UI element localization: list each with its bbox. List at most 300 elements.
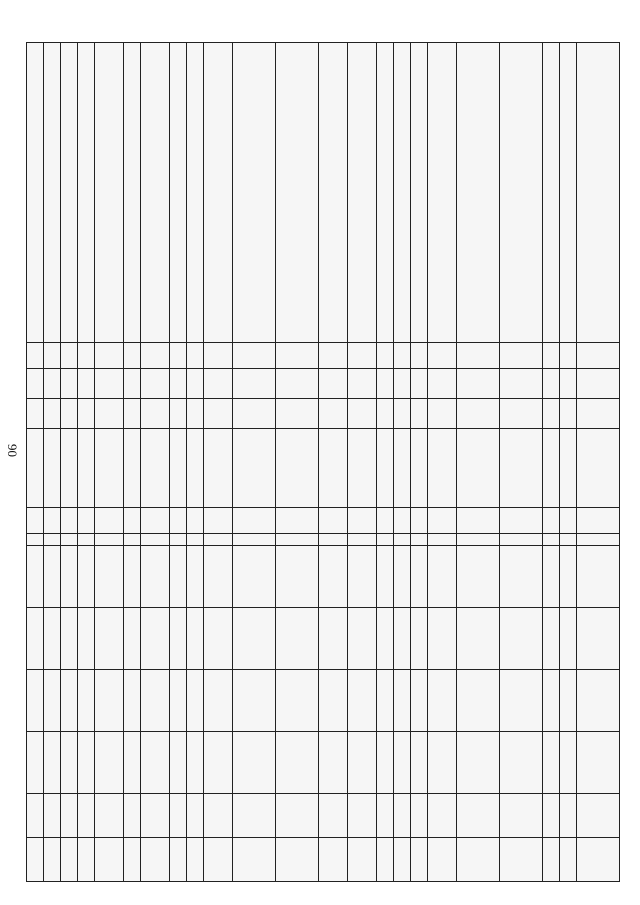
- amount-4-cell: [276, 731, 319, 793]
- amount-1-cell: [95, 545, 124, 607]
- amount-6-cell: [170, 837, 187, 881]
- subsection-code-cell: [141, 399, 170, 429]
- section-code-cell: [411, 369, 428, 399]
- target-article-code-cell: [560, 429, 577, 507]
- line-item-name-cell: [233, 43, 276, 343]
- amount-2-cell: [44, 607, 61, 669]
- expense-type-code-cell: [411, 507, 428, 533]
- amount-2-cell: [170, 607, 187, 669]
- amount-5-cell: [44, 793, 61, 837]
- line-item-name-cell: [560, 43, 577, 343]
- amount-5-cell: [124, 793, 141, 837]
- line-item-name-cell: [428, 43, 457, 343]
- expense-type-code-cell: [394, 507, 411, 533]
- amount-4-cell: [124, 731, 141, 793]
- expense-type-code-cell: [233, 507, 276, 533]
- amount-5-cell: [457, 793, 500, 837]
- amount-2-cell: [348, 607, 377, 669]
- marker-cell: [319, 533, 348, 545]
- expense-type-code-cell: [319, 507, 348, 533]
- amount-6-cell: [61, 837, 78, 881]
- marker-cell: [577, 533, 620, 545]
- table-row: [233, 43, 276, 882]
- amount-5-cell: [27, 793, 44, 837]
- line-item-name-cell: [204, 43, 233, 343]
- expense-type-code-cell: [187, 507, 204, 533]
- amount-4-cell: [348, 731, 377, 793]
- subsection-code-cell: [187, 399, 204, 429]
- amount-1-cell: [560, 545, 577, 607]
- amount-6-cell: [394, 837, 411, 881]
- section-code-cell: [27, 369, 44, 399]
- amount-4-cell: [428, 731, 457, 793]
- ministry-code-cell: [276, 343, 319, 369]
- amount-3-cell: [276, 669, 319, 731]
- expense-type-code-cell: [124, 507, 141, 533]
- amount-6-cell: [276, 837, 319, 881]
- section-code-cell: [78, 369, 95, 399]
- target-article-code-cell: [141, 429, 170, 507]
- subsection-code-cell: [348, 399, 377, 429]
- amount-4-cell: [44, 731, 61, 793]
- line-item-name-cell: [411, 43, 428, 343]
- section-code-cell: [276, 369, 319, 399]
- amount-4-cell: [560, 731, 577, 793]
- expense-type-code-cell: [61, 507, 78, 533]
- amount-1-cell: [170, 545, 187, 607]
- amount-2-cell: [428, 607, 457, 669]
- amount-2-cell: [141, 607, 170, 669]
- rotated-table-container: [40, 42, 620, 882]
- table-row: [457, 43, 500, 882]
- amount-5-cell: [204, 793, 233, 837]
- marker-cell: [124, 533, 141, 545]
- amount-6-cell: [348, 837, 377, 881]
- section-code-cell: [457, 369, 500, 399]
- amount-4-cell: [187, 731, 204, 793]
- amount-1-cell: [577, 545, 620, 607]
- subsection-code-cell: [95, 399, 124, 429]
- line-item-name-cell: [577, 43, 620, 343]
- subsection-code-cell: [78, 399, 95, 429]
- amount-2-cell: [78, 607, 95, 669]
- subsection-code-cell: [377, 399, 394, 429]
- amount-1-cell: [204, 545, 233, 607]
- amount-3-cell: [500, 669, 543, 731]
- amount-6-cell: [500, 837, 543, 881]
- ministry-code-cell: [543, 343, 560, 369]
- page-number: 90: [5, 444, 20, 457]
- target-article-code-cell: [543, 429, 560, 507]
- subsection-code-cell: [124, 399, 141, 429]
- ministry-code-cell: [170, 343, 187, 369]
- amount-2-cell: [457, 607, 500, 669]
- amount-1-cell: [377, 545, 394, 607]
- amount-3-cell: [377, 669, 394, 731]
- amount-2-cell: [500, 607, 543, 669]
- amount-6-cell: [543, 837, 560, 881]
- subsection-code-cell: [233, 399, 276, 429]
- section-code-cell: [124, 369, 141, 399]
- amount-4-cell: [204, 731, 233, 793]
- section-code-cell: [394, 369, 411, 399]
- marker-cell: [78, 533, 95, 545]
- marker-cell: [276, 533, 319, 545]
- subsection-code-cell: [61, 399, 78, 429]
- amount-3-cell: [95, 669, 124, 731]
- target-article-code-cell: [61, 429, 78, 507]
- table-row: [394, 43, 411, 882]
- amount-1-cell: [428, 545, 457, 607]
- line-item-name-cell: [319, 43, 348, 343]
- amount-2-cell: [95, 607, 124, 669]
- amount-2-cell: [276, 607, 319, 669]
- target-article-code-cell: [348, 429, 377, 507]
- subsection-code-cell: [44, 399, 61, 429]
- expense-type-code-cell: [377, 507, 394, 533]
- amount-4-cell: [27, 731, 44, 793]
- table-row: [577, 43, 620, 882]
- line-item-name-cell: [457, 43, 500, 343]
- amount-5-cell: [560, 793, 577, 837]
- target-article-code-cell: [411, 429, 428, 507]
- amount-4-cell: [411, 731, 428, 793]
- amount-1-cell: [394, 545, 411, 607]
- amount-5-cell: [170, 793, 187, 837]
- amount-6-cell: [428, 837, 457, 881]
- amount-4-cell: [577, 731, 620, 793]
- marker-cell: [394, 533, 411, 545]
- expense-type-code-cell: [95, 507, 124, 533]
- subsection-code-cell: [457, 399, 500, 429]
- line-item-name-cell: [543, 43, 560, 343]
- amount-1-cell: [457, 545, 500, 607]
- ministry-code-cell: [577, 343, 620, 369]
- section-code-cell: [233, 369, 276, 399]
- expense-type-code-cell: [78, 507, 95, 533]
- marker-cell: [233, 533, 276, 545]
- expense-type-code-cell: [44, 507, 61, 533]
- amount-4-cell: [457, 731, 500, 793]
- target-article-code-cell: [319, 429, 348, 507]
- subsection-code-cell: [394, 399, 411, 429]
- amount-3-cell: [233, 669, 276, 731]
- amount-2-cell: [187, 607, 204, 669]
- amount-4-cell: [377, 731, 394, 793]
- amount-2-cell: [394, 607, 411, 669]
- line-item-name-cell: [44, 43, 61, 343]
- marker-cell: [170, 533, 187, 545]
- ministry-code-cell: [348, 343, 377, 369]
- expense-type-code-cell: [457, 507, 500, 533]
- subsection-code-cell: [27, 399, 44, 429]
- amount-6-cell: [560, 837, 577, 881]
- table-body: [27, 43, 620, 882]
- amount-6-cell: [141, 837, 170, 881]
- amount-5-cell: [78, 793, 95, 837]
- line-item-name-cell: [95, 43, 124, 343]
- target-article-code-cell: [27, 429, 44, 507]
- target-article-code-cell: [187, 429, 204, 507]
- amount-3-cell: [319, 669, 348, 731]
- amount-5-cell: [577, 793, 620, 837]
- amount-1-cell: [44, 545, 61, 607]
- section-code-cell: [61, 369, 78, 399]
- amount-3-cell: [394, 669, 411, 731]
- amount-3-cell: [170, 669, 187, 731]
- line-item-name-cell: [78, 43, 95, 343]
- amount-2-cell: [377, 607, 394, 669]
- amount-3-cell: [44, 669, 61, 731]
- amount-1-cell: [233, 545, 276, 607]
- amount-2-cell: [27, 607, 44, 669]
- amount-2-cell: [124, 607, 141, 669]
- amount-5-cell: [543, 793, 560, 837]
- amount-6-cell: [457, 837, 500, 881]
- line-item-name-cell: [61, 43, 78, 343]
- amount-3-cell: [428, 669, 457, 731]
- line-item-name-cell: [141, 43, 170, 343]
- table-row: [411, 43, 428, 882]
- target-article-code-cell: [204, 429, 233, 507]
- amount-5-cell: [394, 793, 411, 837]
- amount-1-cell: [543, 545, 560, 607]
- marker-cell: [187, 533, 204, 545]
- amount-2-cell: [204, 607, 233, 669]
- amount-5-cell: [276, 793, 319, 837]
- section-code-cell: [95, 369, 124, 399]
- table-row: [95, 43, 124, 882]
- amount-5-cell: [500, 793, 543, 837]
- section-code-cell: [348, 369, 377, 399]
- amount-6-cell: [233, 837, 276, 881]
- marker-cell: [61, 533, 78, 545]
- table-row: [500, 43, 543, 882]
- expense-type-code-cell: [560, 507, 577, 533]
- amount-5-cell: [411, 793, 428, 837]
- amount-1-cell: [319, 545, 348, 607]
- ministry-code-cell: [428, 343, 457, 369]
- marker-cell: [27, 533, 44, 545]
- amount-3-cell: [543, 669, 560, 731]
- amount-5-cell: [348, 793, 377, 837]
- section-code-cell: [377, 369, 394, 399]
- amount-3-cell: [78, 669, 95, 731]
- section-code-cell: [44, 369, 61, 399]
- target-article-code-cell: [428, 429, 457, 507]
- subsection-code-cell: [204, 399, 233, 429]
- table-row: [319, 43, 348, 882]
- target-article-code-cell: [500, 429, 543, 507]
- section-code-cell: [204, 369, 233, 399]
- amount-4-cell: [319, 731, 348, 793]
- ministry-code-cell: [233, 343, 276, 369]
- table-row: [78, 43, 95, 882]
- amount-4-cell: [95, 731, 124, 793]
- amount-3-cell: [187, 669, 204, 731]
- amount-5-cell: [187, 793, 204, 837]
- amount-6-cell: [377, 837, 394, 881]
- amount-4-cell: [500, 731, 543, 793]
- amount-1-cell: [500, 545, 543, 607]
- section-code-cell: [187, 369, 204, 399]
- section-code-cell: [543, 369, 560, 399]
- amount-2-cell: [233, 607, 276, 669]
- target-article-code-cell: [577, 429, 620, 507]
- subsection-code-cell: [276, 399, 319, 429]
- amount-1-cell: [348, 545, 377, 607]
- line-item-name-cell: [348, 43, 377, 343]
- section-code-cell: [428, 369, 457, 399]
- amount-1-cell: [187, 545, 204, 607]
- section-code-cell: [560, 369, 577, 399]
- marker-cell: [95, 533, 124, 545]
- amount-6-cell: [124, 837, 141, 881]
- table-row: [276, 43, 319, 882]
- amount-4-cell: [543, 731, 560, 793]
- amount-1-cell: [78, 545, 95, 607]
- table-row: [170, 43, 187, 882]
- expense-type-code-cell: [348, 507, 377, 533]
- amount-6-cell: [44, 837, 61, 881]
- line-item-name-cell: [170, 43, 187, 343]
- amount-3-cell: [141, 669, 170, 731]
- marker-cell: [204, 533, 233, 545]
- amount-6-cell: [187, 837, 204, 881]
- amount-3-cell: [27, 669, 44, 731]
- target-article-code-cell: [124, 429, 141, 507]
- line-item-name-cell: [394, 43, 411, 343]
- ministry-code-cell: [204, 343, 233, 369]
- amount-3-cell: [204, 669, 233, 731]
- table-row: [141, 43, 170, 882]
- expense-type-code-cell: [141, 507, 170, 533]
- ministry-code-cell: [61, 343, 78, 369]
- amount-2-cell: [61, 607, 78, 669]
- amount-2-cell: [319, 607, 348, 669]
- amount-3-cell: [560, 669, 577, 731]
- line-item-name-cell: [377, 43, 394, 343]
- expense-type-code-cell: [428, 507, 457, 533]
- ministry-code-cell: [394, 343, 411, 369]
- amount-5-cell: [319, 793, 348, 837]
- marker-cell: [428, 533, 457, 545]
- amount-4-cell: [61, 731, 78, 793]
- expense-type-code-cell: [543, 507, 560, 533]
- amount-6-cell: [27, 837, 44, 881]
- subsection-code-cell: [428, 399, 457, 429]
- marker-cell: [457, 533, 500, 545]
- amount-2-cell: [560, 607, 577, 669]
- amount-4-cell: [233, 731, 276, 793]
- subsection-code-cell: [560, 399, 577, 429]
- ministry-code-cell: [27, 343, 44, 369]
- amount-6-cell: [204, 837, 233, 881]
- line-item-name-cell: [124, 43, 141, 343]
- table-row: [124, 43, 141, 882]
- marker-cell: [560, 533, 577, 545]
- section-code-cell: [170, 369, 187, 399]
- table-row: [428, 43, 457, 882]
- amount-5-cell: [428, 793, 457, 837]
- amount-2-cell: [543, 607, 560, 669]
- amount-3-cell: [348, 669, 377, 731]
- amount-1-cell: [27, 545, 44, 607]
- target-article-code-cell: [457, 429, 500, 507]
- table-row: [543, 43, 560, 882]
- target-article-code-cell: [78, 429, 95, 507]
- marker-cell: [543, 533, 560, 545]
- marker-cell: [44, 533, 61, 545]
- marker-cell: [500, 533, 543, 545]
- amount-5-cell: [233, 793, 276, 837]
- amount-2-cell: [577, 607, 620, 669]
- target-article-code-cell: [377, 429, 394, 507]
- marker-cell: [141, 533, 170, 545]
- target-article-code-cell: [170, 429, 187, 507]
- amount-3-cell: [124, 669, 141, 731]
- line-item-name-cell: [500, 43, 543, 343]
- ministry-code-cell: [187, 343, 204, 369]
- amount-1-cell: [276, 545, 319, 607]
- subsection-code-cell: [411, 399, 428, 429]
- subsection-code-cell: [577, 399, 620, 429]
- budget-table: [26, 42, 620, 882]
- marker-cell: [377, 533, 394, 545]
- ministry-code-cell: [560, 343, 577, 369]
- table-row: [560, 43, 577, 882]
- subsection-code-cell: [500, 399, 543, 429]
- subsection-code-cell: [319, 399, 348, 429]
- amount-2-cell: [411, 607, 428, 669]
- amount-4-cell: [170, 731, 187, 793]
- ministry-code-cell: [141, 343, 170, 369]
- amount-5-cell: [61, 793, 78, 837]
- amount-3-cell: [411, 669, 428, 731]
- ministry-code-cell: [319, 343, 348, 369]
- marker-cell: [348, 533, 377, 545]
- target-article-code-cell: [394, 429, 411, 507]
- ministry-code-cell: [44, 343, 61, 369]
- expense-type-code-cell: [170, 507, 187, 533]
- marker-cell: [411, 533, 428, 545]
- amount-6-cell: [95, 837, 124, 881]
- ministry-code-cell: [411, 343, 428, 369]
- table-row: [348, 43, 377, 882]
- ministry-code-cell: [457, 343, 500, 369]
- ministry-code-cell: [500, 343, 543, 369]
- amount-4-cell: [78, 731, 95, 793]
- table-row: [44, 43, 61, 882]
- subsection-code-cell: [170, 399, 187, 429]
- ministry-code-cell: [78, 343, 95, 369]
- expense-type-code-cell: [27, 507, 44, 533]
- amount-5-cell: [95, 793, 124, 837]
- amount-6-cell: [319, 837, 348, 881]
- amount-1-cell: [61, 545, 78, 607]
- amount-5-cell: [377, 793, 394, 837]
- target-article-code-cell: [276, 429, 319, 507]
- amount-3-cell: [577, 669, 620, 731]
- expense-type-code-cell: [204, 507, 233, 533]
- line-item-name-cell: [187, 43, 204, 343]
- section-code-cell: [141, 369, 170, 399]
- table-row: [27, 43, 44, 882]
- subsection-code-cell: [543, 399, 560, 429]
- section-code-cell: [500, 369, 543, 399]
- table-row: [61, 43, 78, 882]
- expense-type-code-cell: [577, 507, 620, 533]
